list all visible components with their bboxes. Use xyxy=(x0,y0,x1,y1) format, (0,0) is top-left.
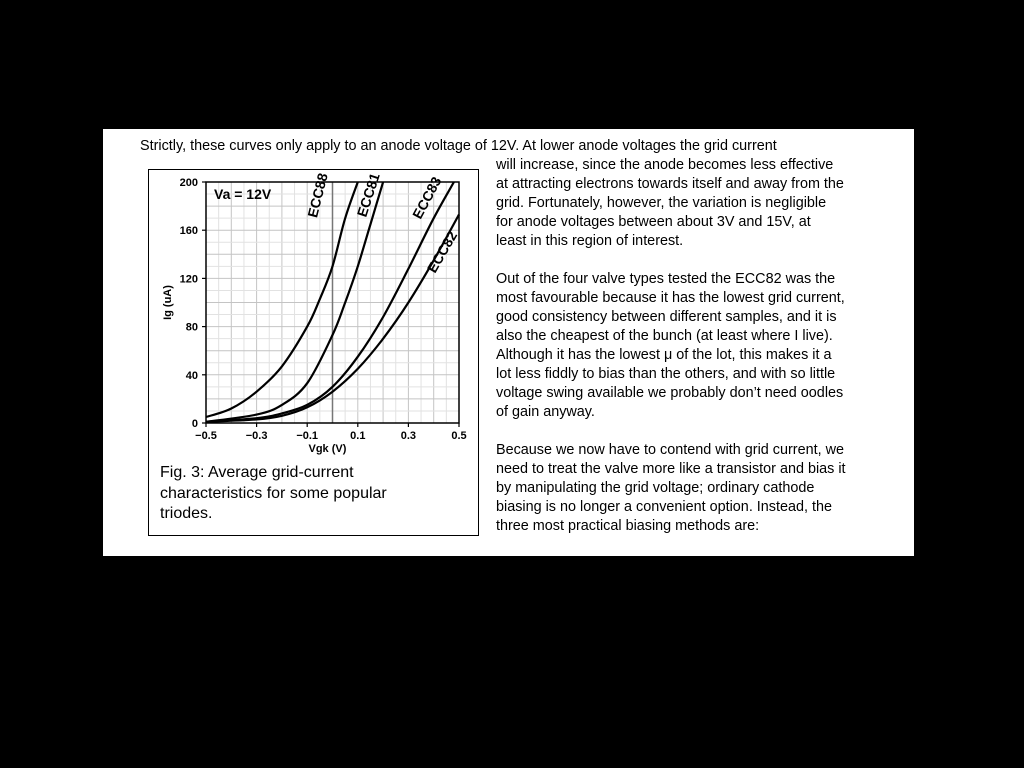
series-label-ecc81: ECC81 xyxy=(353,170,383,219)
text-line: also the cheapest of the bunch (at least where I live). xyxy=(496,328,833,344)
x-tick-label: 0.1 xyxy=(350,430,366,442)
y-tick-label: 200 xyxy=(179,177,198,189)
text-line: grid. Fortunately, however, the variation is negligible xyxy=(496,195,827,211)
paragraph-1 xyxy=(496,156,844,251)
annotation-va: Va = 12V xyxy=(214,186,272,202)
caption-line: characteristics for some popular xyxy=(160,484,387,502)
figure xyxy=(148,169,479,536)
text-line: three most practical biasing methods are: xyxy=(496,518,760,534)
series-label-ecc88: ECC88 xyxy=(304,171,331,220)
y-tick-label: 0 xyxy=(191,418,198,430)
text-line: good consistency between different samples, and it is xyxy=(496,309,837,325)
y-tick-label: 120 xyxy=(179,273,198,286)
text-line: Although it has the lowest μ of the lot, this makes it a xyxy=(496,347,832,363)
y-tick-label: 80 xyxy=(185,321,198,334)
x-tick-label: 0.3 xyxy=(400,430,417,442)
y-tick-label: 160 xyxy=(179,225,198,238)
text-line: Out of the four valve types tested the ECC82 was the xyxy=(496,271,836,287)
x-axis-label: Vgk (V) xyxy=(308,443,347,455)
series-label-ecc83: ECC83 xyxy=(409,174,445,222)
text-line: at attracting electrons towards itself and away from the xyxy=(496,176,844,192)
grid-current-chart xyxy=(149,170,480,465)
caption-line: Fig. 3: Average grid-current xyxy=(160,464,354,481)
text-line: by manipulating the grid voltage; ordinary cathode xyxy=(496,480,815,496)
x-tick-label: −0.3 xyxy=(245,430,268,442)
x-tick-label: −0.1 xyxy=(296,430,319,442)
text-line: need to treat the valve more like a transistor and bias it xyxy=(496,461,846,477)
paragraph-1-first-line: Strictly, these curves only apply to an anode voltage of 12V. At lower anode voltages the grid current xyxy=(140,138,777,154)
y-axis-label: Ig (uA) xyxy=(162,285,174,320)
text-line: lot less fiddly to bias than the others, and with so little xyxy=(496,366,836,382)
text-line: voltage swing available we probably don’t need oodles xyxy=(496,385,844,401)
text-line: most favourable because it has the lowest grid current, xyxy=(496,290,845,306)
x-tick-label: −0.5 xyxy=(195,430,217,442)
series-label-ecc82: ECC82 xyxy=(423,228,461,276)
paragraph-3 xyxy=(496,441,846,536)
x-tick-label: 0.5 xyxy=(451,430,467,442)
document-page xyxy=(103,129,914,556)
text-line: biasing is no longer a convenient option. Instead, the xyxy=(496,499,833,515)
text-line: least in this region of interest. xyxy=(496,233,684,249)
paragraph-2 xyxy=(496,270,845,422)
text-line: will increase, since the anode becomes less effective xyxy=(496,157,834,173)
caption-line: triodes. xyxy=(160,505,213,522)
figure-caption xyxy=(160,463,387,525)
y-tick-label: 40 xyxy=(185,369,198,382)
text-line: of gain anyway. xyxy=(496,404,595,420)
text-line: Because we now have to contend with grid current, we xyxy=(496,442,844,458)
text-line: for anode voltages between about 3V and 15V, at xyxy=(496,214,811,230)
